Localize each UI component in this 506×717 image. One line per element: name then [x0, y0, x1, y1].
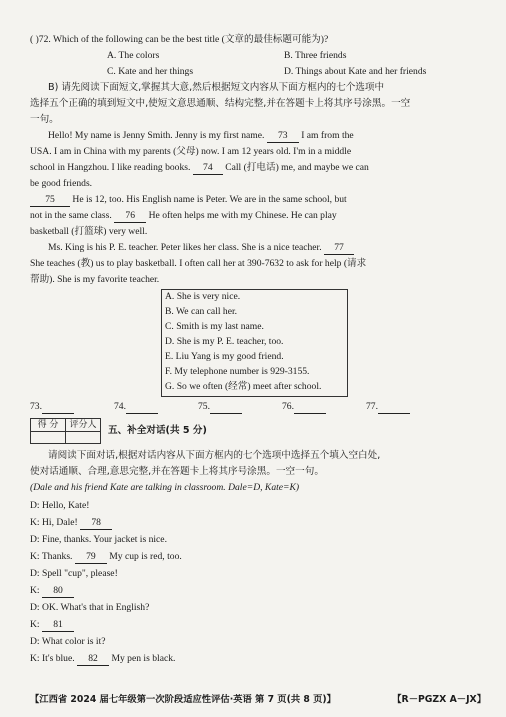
- dialog-text: K:: [30, 585, 40, 596]
- options-box: [161, 289, 348, 397]
- dialog-text: K: It's blue.: [30, 653, 75, 664]
- answer-75: [198, 401, 242, 414]
- dialog-line2: [30, 517, 484, 530]
- answer-label: 76.: [282, 401, 294, 412]
- passage-text: Call (打电话) me, and maybe we can: [225, 162, 369, 173]
- answer-label: 75.: [198, 401, 210, 412]
- answer-74: [114, 401, 158, 414]
- partb-instruction-line1: B) 请先阅读下面短文,掌握其大意,然后根据短文内容从下面方框内的七个选项中: [48, 82, 385, 93]
- answer-blank: [294, 401, 326, 414]
- passage-text: school in Hangzhou. I like reading books.: [30, 162, 191, 173]
- answer-blank: [42, 401, 74, 414]
- answer-blank: [210, 401, 242, 414]
- passage-line1: [48, 130, 484, 143]
- dialog-line1: D: Hello, Kate!: [30, 500, 90, 511]
- passage-line4: be good friends.: [30, 178, 93, 189]
- option-c: C. Smith is my last name.: [165, 321, 264, 332]
- passage-line3: [30, 162, 484, 175]
- footer-code: 【R－PGZX A－JX】: [392, 694, 486, 705]
- dialog-text: My cup is red, too.: [109, 551, 182, 562]
- answer-blank: [126, 401, 158, 414]
- answer-label: 77.: [366, 401, 378, 412]
- blank-75: 75: [30, 194, 70, 207]
- dialog-text: My pen is black.: [111, 653, 176, 664]
- score-table: [30, 418, 101, 444]
- answer-blank: [378, 401, 410, 414]
- dialog-line8: [30, 619, 484, 632]
- blank-73: 73: [267, 130, 299, 143]
- passage-line7: basketball (打篮球) very well.: [30, 226, 148, 237]
- option-f: F. My telephone number is 929-3155.: [165, 366, 310, 377]
- passage-text: Hello! My name is Jenny Smith. Jenny is my first name.: [48, 130, 265, 141]
- option-d: D. She is my P. E. teacher, too.: [165, 336, 284, 347]
- answer-76: [282, 401, 326, 414]
- passage-text: He often helps me with my Chinese. He can play: [148, 210, 337, 221]
- blank-79: 79: [75, 551, 107, 564]
- q72-option-a: A. The colors: [107, 50, 160, 61]
- answer-label: 74.: [114, 401, 126, 412]
- dialog-text: K: Thanks.: [30, 551, 73, 562]
- passage-line10: 帮助). She is my favorite teacher.: [30, 274, 160, 285]
- score-header: 得 分: [31, 419, 66, 432]
- option-e: E. Liu Yang is my good friend.: [165, 351, 284, 362]
- dialog-line9: D: What color is it?: [30, 636, 106, 647]
- blank-78: 78: [80, 517, 112, 530]
- section5-title: 五、补全对话(共 5 分): [108, 425, 207, 436]
- footer-left: 【江西省 2024 届七年级第一次阶段适应性评估·英语 第 7 页(共 8 页)】: [30, 694, 336, 705]
- dialog-line3: D: Fine, thanks. Your jacket is nice.: [30, 534, 167, 545]
- blank-80: 80: [42, 585, 74, 598]
- passage-text: I am from the: [301, 130, 354, 141]
- blank-77: 77: [324, 242, 354, 255]
- dialog-line7: D: OK. What's that in English?: [30, 602, 150, 613]
- blank-81: 81: [42, 619, 74, 632]
- passage-line6: [30, 210, 484, 223]
- passage-text: not in the same class.: [30, 210, 112, 221]
- dialog-line6: [30, 585, 484, 598]
- option-b: B. We can call her.: [165, 306, 238, 317]
- passage-line2: USA. I am in China with my parents (父母) now. I am 12 years old. I'm in a middle: [30, 146, 352, 157]
- passage-line5: [30, 194, 484, 207]
- partb-instruction-line3: 一句。: [30, 114, 59, 125]
- blank-74: 74: [193, 162, 223, 175]
- q72-option-c: C. Kate and her things: [107, 66, 194, 77]
- section5-instruction-line1: 请阅读下面对话,根据对话内容从下面方框内的七个选项中选择五个填入空白处,: [48, 450, 381, 461]
- blank-82: 82: [77, 653, 109, 666]
- blank-76: 76: [114, 210, 146, 223]
- answer-77: [366, 401, 410, 414]
- dialog-text: K: Hi, Dale!: [30, 517, 78, 528]
- grader-cell: [66, 432, 101, 444]
- option-g: G. So we often (经常) meet after school.: [165, 381, 322, 392]
- dialog-text: K:: [30, 619, 40, 630]
- option-a: A. She is very nice.: [165, 291, 241, 302]
- dialog-line10: [30, 653, 484, 666]
- passage-line9: She teaches (教) us to play basketball. I often call her at 390-7632 to ask for help (请求: [30, 258, 367, 269]
- partb-instruction-line2: 选择五个正确的填到短文中,使短文意思通顺、结构完整,并在答题卡上将其序号涂黑。一空: [30, 98, 411, 109]
- q72-stem: ( )72. Which of the following can be the best title (文章的最佳标题可能为)?: [30, 34, 329, 45]
- passage-text: Ms. King is his P. E. teacher. Peter likes her class. She is a nice teacher.: [48, 242, 322, 253]
- dialog-line4: [30, 551, 484, 564]
- passage-line8: [48, 242, 484, 255]
- section5-instruction-line2: 使对话通顺、合理,意思完整,并在答题卡上将其序号涂黑。一空一句。: [30, 466, 324, 477]
- dialog-context: (Dale and his friend Kate are talking in classroom. Dale=D, Kate=K): [30, 482, 300, 493]
- score-cell: [31, 432, 66, 444]
- answer-label: 73.: [30, 401, 42, 412]
- dialog-line5: D: Spell "cup", please!: [30, 568, 118, 579]
- grader-header: 评分人: [66, 419, 101, 432]
- page-footer: [30, 694, 486, 706]
- passage-text: He is 12, too. His English name is Peter. We are in the same school, but: [72, 194, 347, 205]
- q72-option-d: D. Things about Kate and her friends: [284, 66, 427, 77]
- q72-option-b: B. Three friends: [284, 50, 347, 61]
- answer-73: [30, 401, 74, 414]
